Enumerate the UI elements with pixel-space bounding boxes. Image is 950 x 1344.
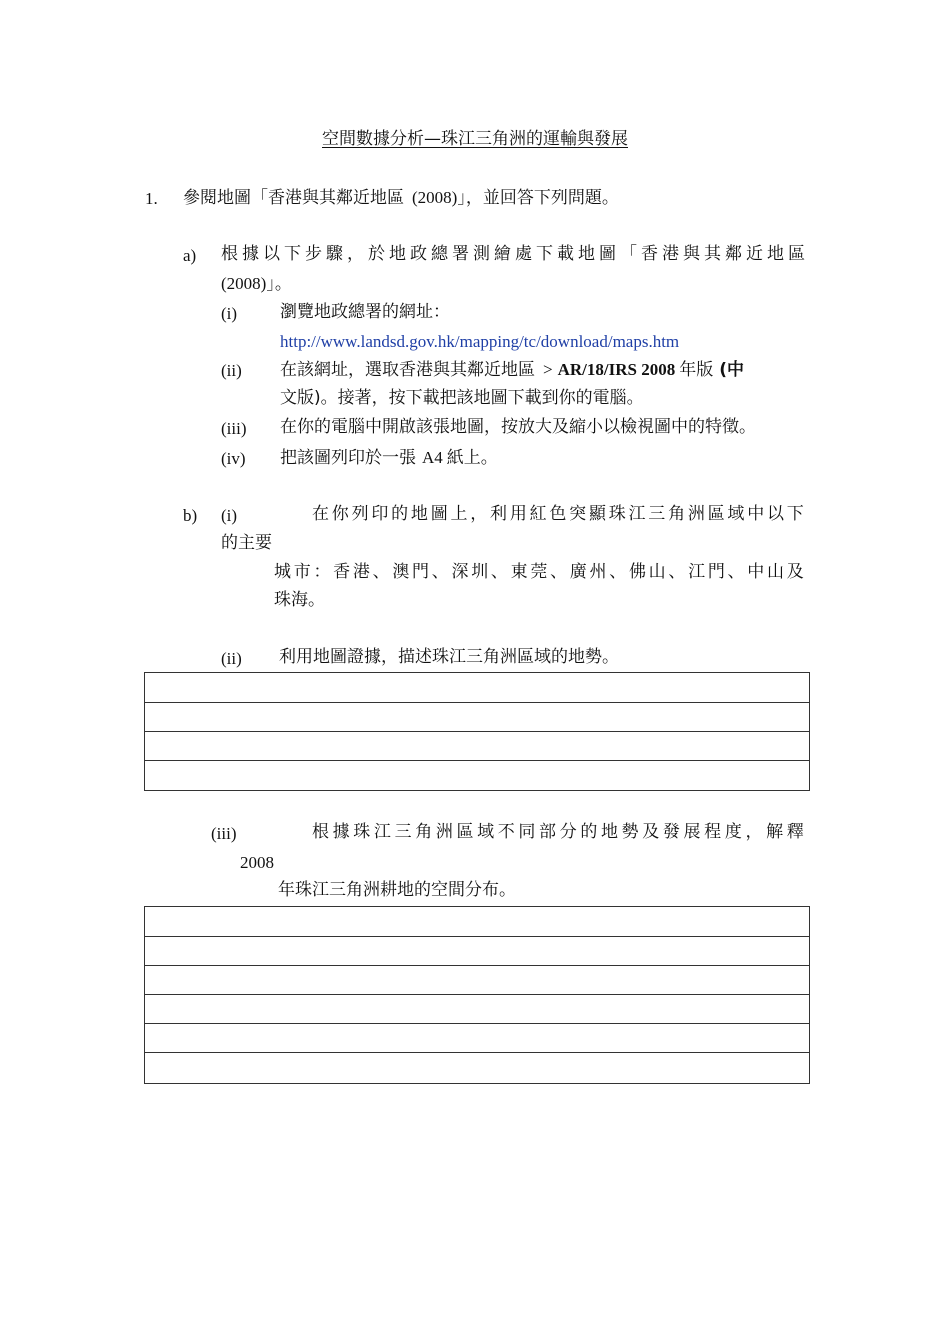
part-a-label: a) xyxy=(183,246,197,265)
step-ii-line2: 文版)。接著，按下載把該地圖下載到你的電腦。 xyxy=(280,388,644,408)
part-b-i-line4: 珠海。 xyxy=(274,590,325,610)
step-ii-text-a: 在該網址，選取香港與其鄰近地區 xyxy=(280,360,535,380)
answer-line[interactable] xyxy=(145,994,809,1023)
part-b-i-line2: 的主要 xyxy=(221,533,272,553)
question-1-year: (2008) xyxy=(412,188,458,207)
step-iii-num: (iii) xyxy=(221,419,247,438)
answer-line[interactable] xyxy=(145,907,809,936)
step-ii-edition: 年版 xyxy=(679,360,714,380)
part-b-iii-year: 2008 xyxy=(240,853,274,872)
question-number: 1. xyxy=(145,189,158,208)
part-b-i-line3: 城 市 ： 香 港 、 澳 門 、 深 圳 、 東 莞 、 廣 州 、 佛 山 、 江 門 、 中 山 及 xyxy=(274,562,805,582)
answer-line[interactable] xyxy=(145,1023,809,1052)
answer-box-b-iii[interactable] xyxy=(144,906,810,1084)
answer-box-b-ii[interactable] xyxy=(144,672,810,791)
answer-line[interactable] xyxy=(145,673,809,702)
step-ii-arrow: > xyxy=(543,360,553,379)
part-a-line2-rest: 」。 xyxy=(266,274,292,294)
answer-line[interactable] xyxy=(145,936,809,965)
part-a-year: (2008) xyxy=(221,274,267,293)
question-1-text-a: 參閱地圖「香港與其鄰近地區 xyxy=(183,188,404,208)
answer-line[interactable] xyxy=(145,702,809,731)
part-b-label: b) xyxy=(183,506,198,525)
part-a-line2 xyxy=(221,275,292,293)
answer-line[interactable] xyxy=(145,731,809,760)
step-i-num: (i) xyxy=(221,304,238,323)
step-iv-text-c: 紙上。 xyxy=(446,448,498,468)
step-iv-paper-size: A4 xyxy=(422,448,443,467)
part-b-ii-text: 利用地圖證據，描述珠江三角洲區域的地勢。 xyxy=(279,647,619,667)
part-b-iii-line1: 根 據 珠 江 三 角 洲 區 域 不 同 部 分 的 地 勢 及 發 展 程 度 ， 解 釋 xyxy=(312,822,805,842)
step-iv-num: (iv) xyxy=(221,449,246,468)
page-title: 空間數據分析—珠江三角洲的運輸與發展 xyxy=(322,129,628,149)
part-b-i-line1: 在 你 列 印 的 地 圖 上 ， 利 用 紅 色 突 顯 珠 江 三 角 洲 區 域 中 以 下 xyxy=(312,504,805,524)
answer-line[interactable] xyxy=(145,760,809,789)
part-b-iii-line3: 年珠江三角洲耕地的空間分布。 xyxy=(278,880,516,900)
answer-line[interactable] xyxy=(145,1052,809,1081)
step-ii-line1 xyxy=(280,361,744,379)
landsd-url-link[interactable]: http://www.landsd.gov.hk/mapping/tc/download/maps.htm xyxy=(280,332,680,351)
step-ii-map-code: AR/18/IRS 2008 xyxy=(557,360,676,379)
step-iv-text xyxy=(280,449,498,467)
step-i-text: 瀏覽地政總署的網址： xyxy=(280,302,450,322)
question-1-text-b: 」，並回答下列問題。 xyxy=(457,188,619,208)
part-a-line1: 根 據 以 下 步 驟 ， 於 地 政 總 署 測 繪 處 下 載 地 圖 「 香 港 與 其 鄰 近 地 區 xyxy=(221,244,807,264)
part-b-ii-num: (ii) xyxy=(221,649,242,668)
answer-line[interactable] xyxy=(145,965,809,994)
step-ii-num: (ii) xyxy=(221,361,242,380)
step-iii-text: 在你的電腦中開啟該張地圖，按放大及縮小以檢視圖中的特徵。 xyxy=(280,417,756,437)
question-1-text xyxy=(183,189,619,207)
step-ii-lang: (中 xyxy=(719,360,744,380)
step-iv-text-a: 把該圖列印於一張 xyxy=(280,448,416,468)
part-b-i-num: (i) xyxy=(221,506,238,525)
part-b-iii-num: (iii) xyxy=(211,824,237,843)
